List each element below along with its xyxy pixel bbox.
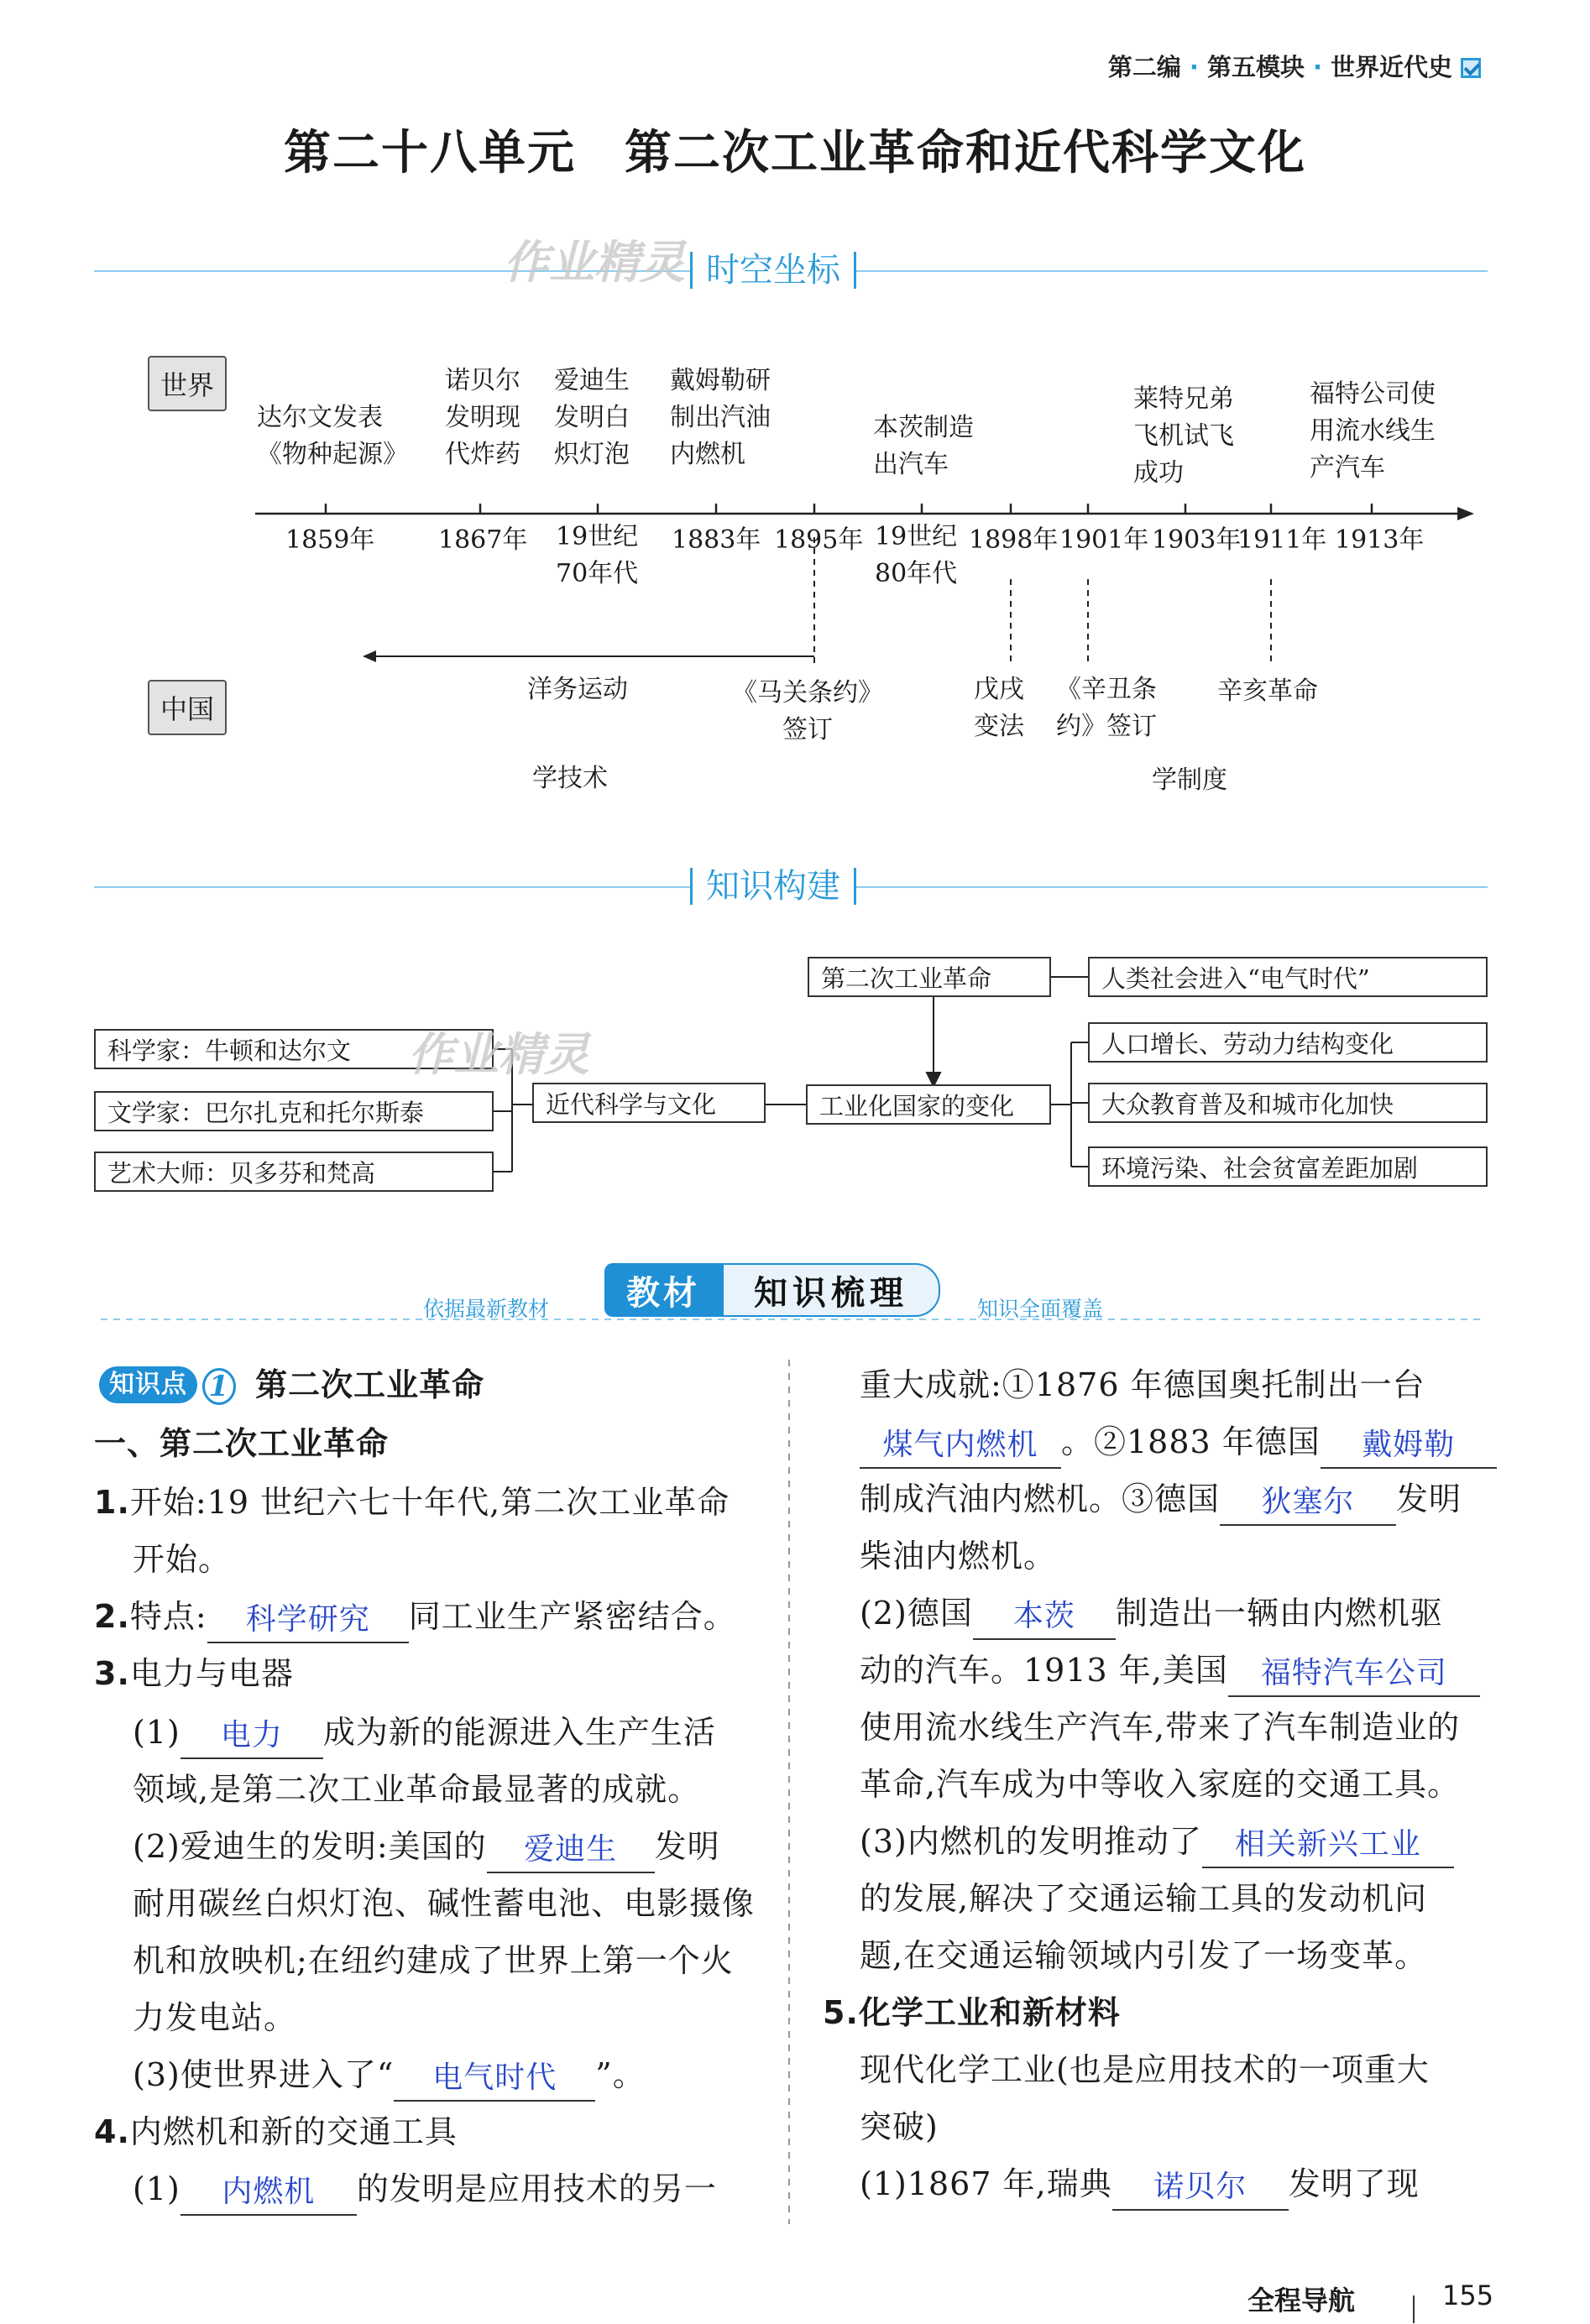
kbox-writer: 文学家：巴尔扎克和托尔斯泰 [94,1091,494,1131]
kp-title: 第二次工业革命 [255,1366,485,1403]
watermark-text-2: 作业精灵 [408,1028,589,1081]
blank-benz[interactable]: 本茨 [973,1595,1116,1640]
kbox-pollution: 环境污染、社会贫富差距加剧 [1088,1146,1488,1187]
left-p3-3: (3)使世界进入了“ 电气时代 ”。 [133,2046,646,2103]
page-number: 155 [1442,2280,1494,2311]
watermark-text-1: 作业精灵 [504,236,685,289]
header-part: 第二编 [1107,53,1181,81]
kbox-scientist: 科学家：牛顿和达尔文 [94,1029,494,1069]
unit-title: 第二十八单元 第二次工业革命和近代科学文化 [284,126,1306,180]
blank-ford[interactable]: 福特汽车公司 [1228,1652,1480,1697]
year-1883: 1883年 [672,525,761,555]
left-p4-1: (1) 内燃机 的发明是应用技术的另一 [133,2160,717,2217]
blank-edison[interactable]: 爱迪生 [487,1828,655,1873]
blank-gas-engine[interactable]: 煤气内燃机 [860,1423,1061,1469]
right-l10: 的发展,解决了交通运输工具的发动机问 [860,1880,1428,1917]
year-1901: 1901年 [1059,525,1149,555]
world-event-ford: 福特公司使 用流水线生 产汽车 [1310,379,1436,483]
china-learn-system: 学制度 [1152,765,1227,795]
world-event-nobel: 诺贝尔 发明现 代炸药 [445,366,520,469]
timeline-arrow-icon [1457,507,1474,520]
right-l9: (3)内燃机的发明推动了 相关新兴工业 [860,1813,1454,1870]
left-p3-2-l3: 机和放映机;在纽约建成了世界上第一个火 [133,1942,734,1979]
blank-new-industries[interactable]: 相关新兴工业 [1202,1823,1454,1868]
span-arrow-icon [363,650,376,662]
blank-daimler[interactable]: 戴姆勒 [1321,1423,1497,1469]
right-l6: 动的汽车。1913 年,美国 福特汽车公司 [860,1642,1480,1699]
kp-badge: 知识点 [99,1366,197,1403]
blank-electric-age[interactable]: 电气时代 [394,2056,595,2102]
kp-number: 1 [202,1368,236,1405]
china-event-westernization: 洋务运动 [527,675,628,704]
section-title-timeline: 时空坐标 [690,252,856,289]
banner-caption-right: 知识全面覆盖 [977,1297,1104,1321]
world-label: 世界 [148,356,227,411]
left-h1: 一、第二次工业革命 [94,1425,390,1462]
china-label: 中国 [148,680,227,735]
year-1870s: 19世纪 70年代 [556,522,639,588]
banner-caption-left: 依据最新教材 [423,1297,550,1321]
right-l11: 题,在交通运输领域内引发了一场变革。 [860,1937,1428,1974]
year-1880s: 19世纪 80年代 [875,522,958,588]
right-l4: 柴油内燃机。 [860,1538,1057,1575]
banner-part1: 教材 [604,1263,722,1317]
year-1903: 1903年 [1152,525,1242,555]
blank-scientific-research[interactable]: 科学研究 [207,1598,409,1643]
year-1913: 1913年 [1335,525,1425,555]
kbox-industrial-changes: 工业化国家的变化 [806,1084,1051,1125]
left-p3: 3.电力与电器 [94,1655,294,1692]
world-event-daimler: 戴姆勒研 制出汽油 内燃机 [670,366,771,469]
kbox-electric-age: 人类社会进入“电气时代” [1088,957,1488,997]
world-event-edison: 爱迪生 发明白 炽灯泡 [554,366,630,469]
kbox-artist: 艺术大师：贝多芬和梵高 [94,1152,494,1192]
china-event-wuxu: 戊戌 变法 [974,675,1024,741]
footer-brand: 全程导航 [1247,2285,1356,2316]
right-l5: (2)德国 本茨 制造出一辆由内燃机驱 [860,1585,1443,1642]
timeline-ticks [326,504,1372,514]
right-l7: 使用流水线生产汽车,带来了汽车制造业的 [860,1709,1461,1746]
year-1898: 1898年 [969,525,1059,555]
right-l14: 突破) [860,2108,939,2145]
kbox-modern-science: 近代科学与文化 [532,1083,766,1123]
world-event-benz: 本茨制造 出汽车 [873,413,974,479]
left-p3-2: (2)爱迪生的发明:美国的 爱迪生 发明 [133,1818,720,1875]
right-l8: 革命,汽车成为中等收入家庭的交通工具。 [860,1766,1461,1803]
blank-electricity[interactable]: 电力 [180,1714,323,1759]
right-l13: 现代化学工业(也是应用技术的一项重大 [860,2051,1430,2088]
china-event-xinchou: 《辛丑条 约》签订 [1056,675,1157,741]
left-p3-1-cont: 领域,是第二次工业革命最显著的成就。 [133,1771,701,1808]
left-p3-2-l4: 力发电站。 [133,1999,297,2036]
left-p4: 4.内燃机和新的交通工具 [94,2113,458,2150]
section-title-knowledge: 知识构建 [690,868,856,905]
left-p1: 1.开始:19 世纪六七十年代,第二次工业革命 [94,1484,730,1521]
running-header: 第二编 · 第五模块 · 世界近代史 [1108,49,1481,83]
year-1911: 1911年 [1237,525,1327,555]
left-p2: 2.特点: 科学研究 同工业生产紧密结合。 [94,1588,736,1645]
knowledge-point-heading [99,1356,484,1413]
china-learn-tech: 学技术 [532,764,608,793]
left-p3-2-l2: 耐用碳丝白炽灯泡、碱性蓄电池、电影摄像 [133,1885,756,1922]
year-1867: 1867年 [438,525,528,555]
banner-part2: 知识梳理 [722,1263,940,1317]
world-event-darwin: 达尔文发表 《物种起源》 [257,403,408,469]
year-1895: 1895年 [774,525,864,555]
china-event-xinhai: 辛亥革命 [1217,676,1318,706]
world-event-wright: 莱特兄弟 飞机试飞 成功 [1133,384,1234,488]
right-l3: 制成汽油内燃机。③德国 狄塞尔 发明 [860,1470,1462,1528]
blank-nobel[interactable]: 诺贝尔 [1112,2165,1289,2211]
right-l12: 5.化学工业和新材料 [823,1994,1121,2031]
left-p1-cont: 开始。 [133,1541,232,1578]
section-banner [604,1263,957,1317]
right-l2: 煤气内燃机 。②1883 年德国 戴姆勒 [860,1413,1497,1470]
kbox-population: 人口增长、劳动力结构变化 [1088,1022,1488,1063]
right-l1: 重大成就:①1876 年德国奥托制出一台 [860,1366,1425,1403]
header-module: 第五模块 [1206,53,1305,81]
china-event-maguan: 《马关条约》 签订 [732,678,883,744]
blank-diesel[interactable]: 狄塞尔 [1220,1481,1396,1526]
year-1859: 1859年 [285,525,375,555]
right-l15: (1)1867 年,瑞典 诺贝尔 发明了现 [860,2155,1420,2212]
left-p3-1: (1) 电力 成为新的能源进入生产生活 [133,1704,716,1761]
kbox-education: 大众教育普及和城市化加快 [1088,1083,1488,1123]
kbox-second-revolution: 第二次工业革命 [808,957,1051,997]
header-course: 世界近代史 [1330,53,1452,81]
blank-ice[interactable]: 内燃机 [180,2170,357,2216]
